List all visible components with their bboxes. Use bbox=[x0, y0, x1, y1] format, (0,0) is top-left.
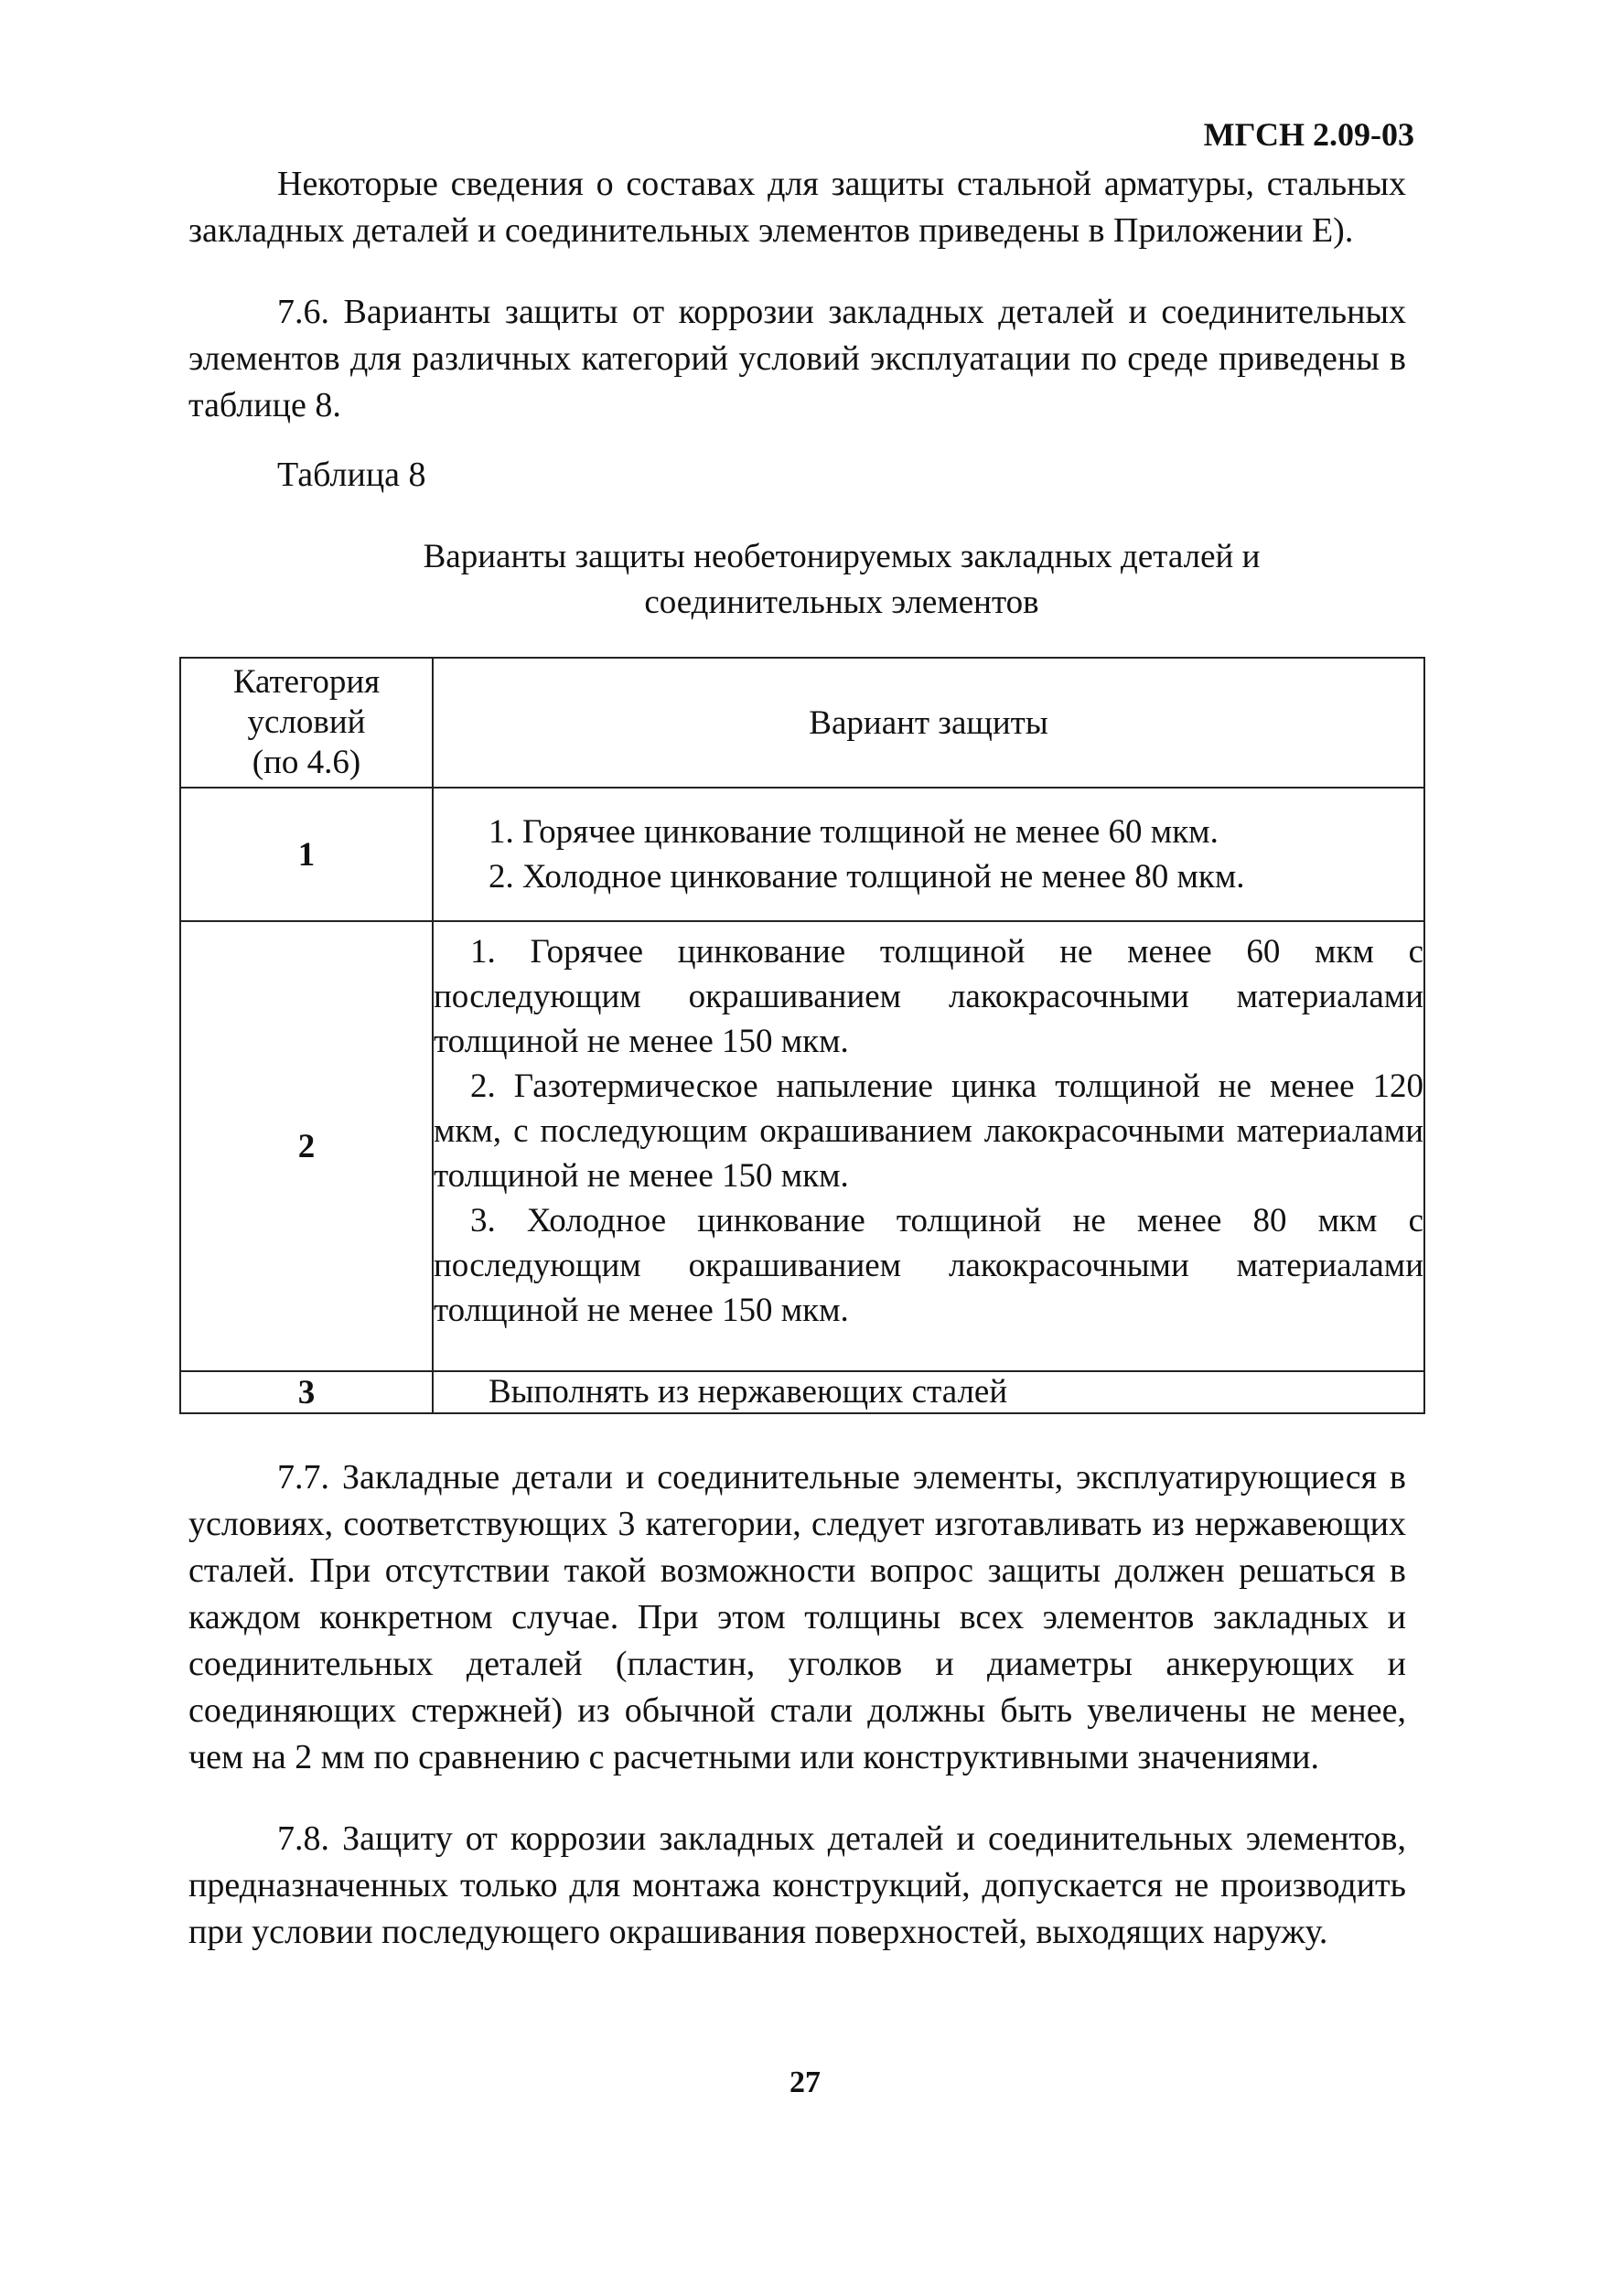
table-row bbox=[180, 1371, 1424, 1413]
header-category-line-1: Категория bbox=[232, 663, 381, 701]
paragraph-7-7-text: 7.7. Закладные детали и соединительные элементы, эксплуатирующиеся в условиях, соответствующих 3 категории, следует изготавливать из нержавеющих сталей. При отсутствии такой возможности вопрос защиты должен решаться в каждом конкретном случае. При этом толщины всех элементов закладных и соединительных деталей (пластин, уголков и диаметры анкерующих и соединяющих стержней) из обычной стали должны быть увеличены не менее, чем на 2 мм по сравнению с расчетными или конструктивными значениями. bbox=[188, 1458, 1406, 1776]
table-title bbox=[366, 534, 1317, 626]
paragraph-7-8 bbox=[188, 1816, 1406, 1956]
variant-line bbox=[434, 929, 1423, 1064]
paragraph-7-6 bbox=[188, 289, 1406, 429]
variant-line bbox=[434, 1064, 1423, 1198]
table-title-line-2: соединительных элементов bbox=[644, 584, 1039, 621]
variant-cell bbox=[433, 921, 1424, 1371]
paragraph-7-7 bbox=[188, 1454, 1406, 1781]
document-code: МГСН 2.09-03 bbox=[1203, 116, 1414, 153]
paragraph-7-6-text: 7.6. Варианты защиты от коррозии закладных деталей и соединительных элементов для различных категорий условий эксплуатации по среде приведены в таблице 8. bbox=[188, 293, 1406, 424]
protection-variants-table bbox=[179, 657, 1425, 1414]
variant-text: 3. Холодное цинкование толщиной не менее 80 мкм с последующим окрашиванием лакокрасочными материалами толщиной не менее 150 мкм. bbox=[434, 1202, 1423, 1329]
variant-line: 1. Горячее цинкование толщиной не менее 60 мкм. bbox=[489, 813, 1219, 851]
category-cell: 3 bbox=[180, 1371, 433, 1413]
table-caption: Таблица 8 bbox=[277, 456, 426, 494]
header-category-line-3: (по 4.6) bbox=[252, 744, 361, 781]
variant-cell: Выполнять из нержавеющих сталей bbox=[433, 1371, 1424, 1413]
page-number: 27 bbox=[789, 2065, 821, 2099]
variant-text: 2. Газотермическое напыление цинка толщиной не менее 120 мкм, с последующим окрашиванием лакокрасочными материалами толщиной не менее 150 мкм. bbox=[434, 1068, 1423, 1195]
variant-cell bbox=[433, 788, 1424, 921]
table-header-row bbox=[180, 658, 1424, 788]
header-category bbox=[180, 658, 433, 788]
header-variant: Вариант защиты bbox=[433, 658, 1424, 788]
table-row bbox=[180, 788, 1424, 921]
paragraph-intro-text: Некоторые сведения о составах для защиты стальной арматуры, стальных закладных деталей и соединительных элементов приведены в Приложении Е). bbox=[188, 165, 1406, 250]
header-category-line-2: условий bbox=[247, 703, 366, 741]
variant-text: 1. Горячее цинкование толщиной не менее 60 мкм с последующим окрашиванием лакокрасочными материалами толщиной не менее 150 мкм. bbox=[434, 933, 1423, 1060]
variant-line bbox=[434, 1198, 1423, 1333]
table-row bbox=[180, 921, 1424, 1371]
category-cell: 2 bbox=[180, 921, 433, 1371]
variant-line: 2. Холодное цинкование толщиной не менее 80 мкм. bbox=[489, 858, 1245, 896]
paragraph-7-8-text: 7.8. Защиту от коррозии закладных деталей и соединительных элементов, предназначенных только для монтажа конструкций, допускается не производить при условии последующего окрашивания поверхностей, выходящих наружу. bbox=[188, 1819, 1406, 1951]
category-cell: 1 bbox=[180, 788, 433, 921]
table-title-line-1: Варианты защиты необетонируемых закладных деталей и bbox=[423, 538, 1261, 575]
paragraph-intro bbox=[188, 161, 1406, 254]
